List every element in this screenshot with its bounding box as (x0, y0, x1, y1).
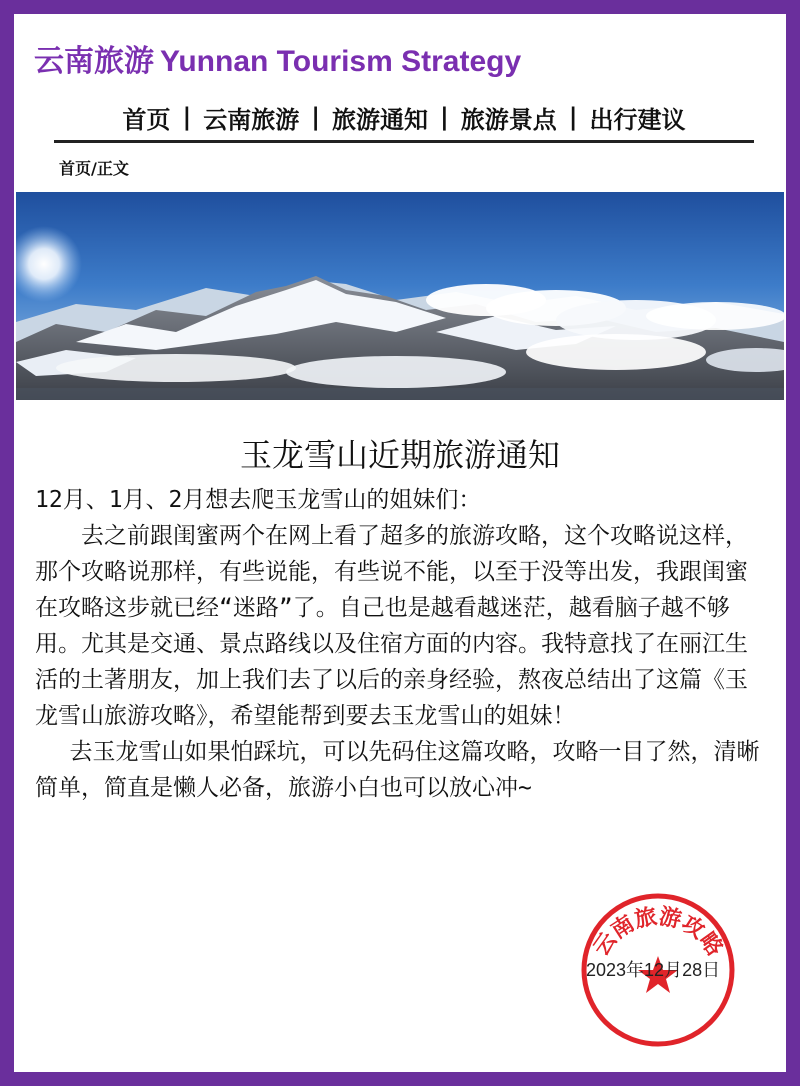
seal-text: 云南旅游攻略 (588, 903, 728, 961)
nav-separator: | (182, 103, 192, 131)
brand-cn: 云南旅游 (34, 44, 154, 79)
article-body (35, 482, 770, 806)
nav-item-notices[interactable]: 旅游通知 (332, 105, 428, 134)
nav-item-home[interactable]: 首页 (122, 105, 171, 134)
nav-item-travel-tips[interactable]: 出行建议 (589, 105, 686, 134)
publish-date: 2023年12月28日 (586, 960, 721, 980)
nav-item-yunnan-tourism[interactable]: 云南旅游 (203, 105, 300, 134)
article-title: 玉龙雪山近期旅游通知 (239, 436, 560, 474)
article-greeting: 12月、1月、2月想去爬玉龙雪山的姐妹们： (35, 487, 482, 513)
nav-separator: | (311, 103, 320, 131)
site-brand[interactable] (34, 36, 521, 80)
article-paragraph: 去玉龙雪山如果怕踩坑，可以先码住这篇攻略，攻略一目了然，清晰简单，简直是懒人必备，旅游小白也可以放心冲~ (35, 739, 760, 801)
nav-separator: | (568, 103, 578, 131)
main-nav (54, 94, 754, 143)
breadcrumb[interactable]: 首页/正文 (59, 159, 129, 178)
page (14, 14, 786, 1072)
nav-item-attractions[interactable]: 旅游景点 (460, 105, 557, 134)
brand-en: Yunnan Tourism Strategy (160, 45, 522, 78)
article-paragraph: 去之前跟闺蜜两个在网上看了超多的旅游攻略，这个攻略说这样，那个攻略说那样，有些说能，有些说不能，以至于没等出发，我跟闺蜜在攻略这步就已经“迷路”了。自己也是越看越迷茫，越看脑子越不够用。尤其是交通、景点路线以及住宿方面的内容。我特意找了在丽江生活的土著朋友，加上我们去了以后的亲身经验，熬夜总结出了这篇《玉龙雪山旅游攻略》，希望能帮到要去玉龙雪山的姐妹！ (35, 523, 748, 729)
nav-separator: | (440, 103, 449, 131)
banner-image (16, 192, 784, 400)
